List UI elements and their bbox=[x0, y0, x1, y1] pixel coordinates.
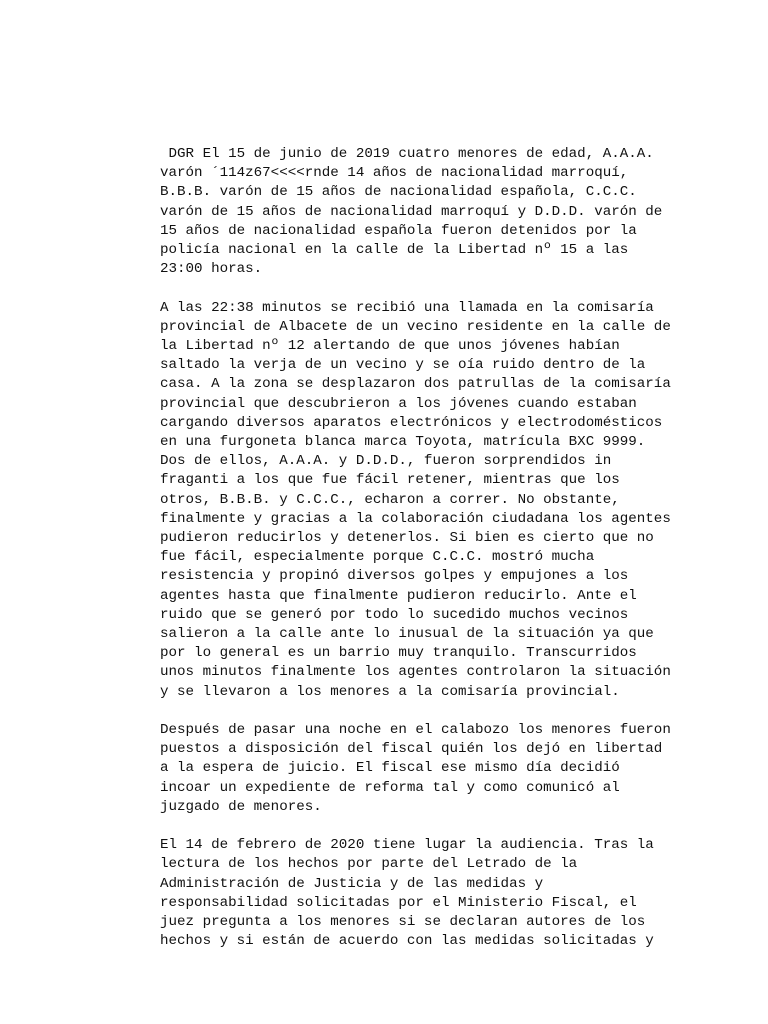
paragraph-incident-description: A las 22:38 minutos se recibió una llamada en la comisaría provincial de Albacete de un vecino residente en la calle de la Libertad nº 12 alertando de que unos jóvenes habían saltado la verja de un vecino y se oía ruido dentro de la casa. A la zona se desplazaron dos patrullas de la comisaría provincial que descubrieron a los jóvenes cuando estaban cargando diversos aparatos electrónicos y electrodomésticos en una furgoneta blanca marca Toyota, matrícula BXC 9999. Dos de ellos, A.A.A. y D.D.D., fueron sorprendidos in fraganti a los que fue fácil retener, mientras que los otros, B.B.B. y C.C.C., echaron a correr. No obstante, finalmente y gracias a la colaboración ciudadana los agentes pudieron reducirlos y detenerlos. Si bien es cierto que no fue fácil, especialmente porque C.C.C. mostró mucha resistencia y propinó diversos golpes y empujones a los agentes hasta que finalmente pudieron reducirlo. Ante el ruido que se generó por todo lo sucedido muchos vecinos salieron a la calle ante lo inusual de la situación ya que por lo general es un barrio muy tranquilo. Transcurridos unos minutos finalmente los agentes controlaron la situación y se llevaron a los menores a la comisaría provincial. bbox=[160, 299, 671, 700]
paragraph-custody: Después de pasar una noche en el calabozo los menores fueron puestos a disposición del fiscal quién los dejó en libertad a la espera de juicio. El fiscal ese mismo día decidió incoar un expediente de reforma tal y como comunicó al juzgado de menores. bbox=[160, 722, 671, 815]
paragraph-hearing: El 14 de febrero de 2020 tiene lugar la audiencia. Tras la lectura de los hechos por parte del Letrado de la Administración de Justicia y de las medidas y responsabilidad solicitadas por el Ministerio Fiscal, el juez pregunta a los menores si se declaran autores de los hechos y si están de acuerdo con las medidas solicitadas y bbox=[160, 837, 654, 950]
paragraph-facts-summary: DGR El 15 de junio de 2019 cuatro menores de edad, A.A.A. varón ´114z67<<<<rnde 14 años de nacionalidad marroquí, B.B.B. varón de 15 años de nacionalidad española, C.C.C. varón de 15 años de nacionalidad marroquí y D.D.D. varón de 15 años de nacionalidad española fueron detenidos por la policía nacional en la calle de la Libertad nº 15 a las 23:00 horas. bbox=[160, 146, 663, 278]
document-body bbox=[160, 145, 720, 971]
